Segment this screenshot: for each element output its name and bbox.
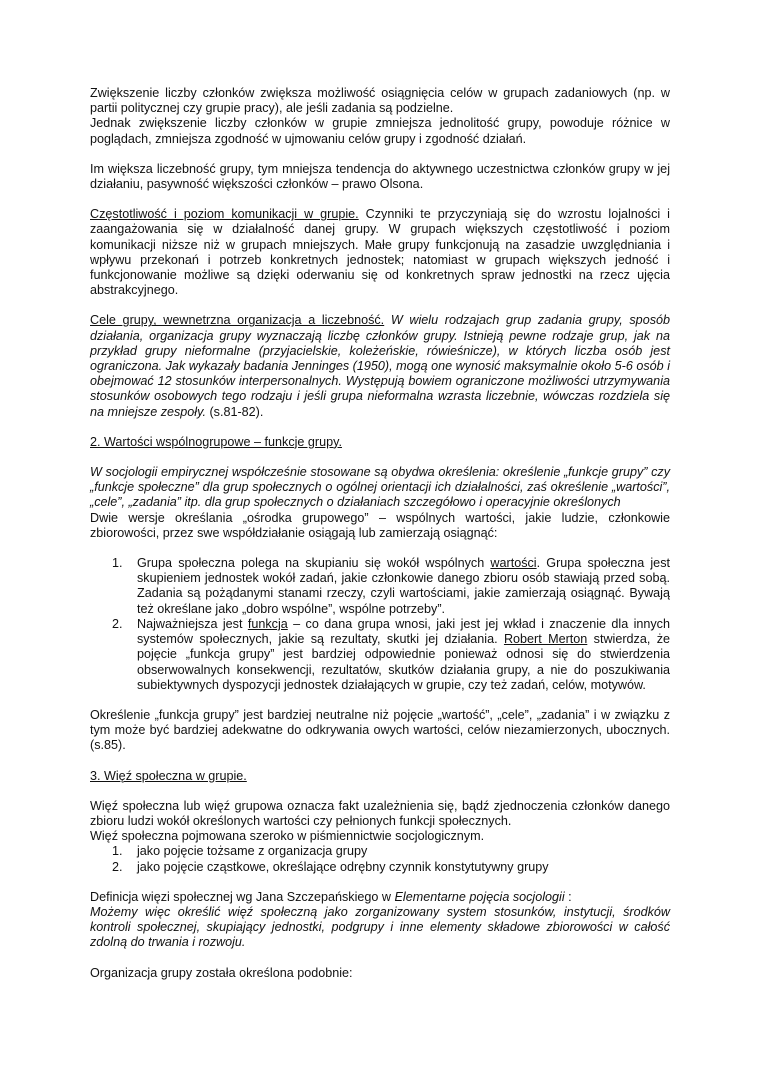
paragraph-olson-law: Im większa liczebność grupy, tym mniejsza tendencja do aktywnego uczestnictwa członków grupy w jej działaniu, pasywność większości członków – prawo Olsona. <box>90 161 670 192</box>
communication-body: Czynniki te przyczyniają się do wzrostu lojalności i zaangażowania się w działalność danej grupy. W grupach większych częstotliwość i poziom komunikacji niższe niż w grupach mniejszych. Małe grupy funkcjonują na zasadzie uwzględniania i wpływu przekonań i potrzeb konkretnych jednostek; natomiast w grupach większych jedność i funkcjonowanie możliwe są dzięki oderwaniu się od konkretnych spraw jednostki na rzecz ujęcia abstrakcyjnego. <box>90 207 670 298</box>
list-item-text: . Grupa społeczna jest skupieniem jednostek wokół zadań, jakie członkowie danego zbioru osób stawiają przed sobą. Zadania są pożądanymi stanami rzeczy, czyli wartościami, jakie zamierzają osiągnąć. Bywają też określane jako „dobro wspólne”, wspólne potrzeby”. <box>137 556 670 616</box>
values-list <box>112 556 670 693</box>
list-item <box>112 556 670 617</box>
book-title: Elementarne pojęcia socjologii <box>394 889 565 904</box>
paragraph-group-organization: Organizacja grupy została określona podobnie: <box>90 965 353 980</box>
paragraph-goals-organization <box>90 313 670 419</box>
goals-organization-citation: (s.81-82). <box>205 404 264 419</box>
paragraph-szczepanski-quote: Możemy więc określić więź społeczną jako zorganizowany system stosunków, instytucji, środków kontroli społecznej, skupiający jednostki, podgrupy i inne elementy składowe zbiorowości w całość zdolną do trwania i rozwoju. <box>90 904 670 950</box>
list-item <box>112 617 670 693</box>
section-heading-social-bond: 3. Więź społeczna w grupie. <box>90 768 247 783</box>
list-item-text: jako pojęcie cząstkowe, określające odrębny czynnik konstytutywny grupy <box>137 859 549 874</box>
paragraph-empirical-sociology: W socjologii empirycznej współcześnie stosowane są obydwa określenia: określenie „funkcje grupy” czy „funkcje społeczne” dla grup społecznych o ogólnej orientacji ich działalności, zaś określenie „wartości”, „cele”, „zadania” itp. dla grup społecznych o działaniach szczegółowo i operacyjnie określonych <box>90 465 670 510</box>
list-item-underlined: wartości <box>490 556 537 571</box>
paragraph-group-size-unity: Jednak zwiększenie liczby członków w grupie zmniejsza jednolitość grupy, powoduje różnice w poglądach, zmniejsza zgodność w ujmowaniu celów grupy i zgodność działań. <box>90 116 670 146</box>
list-item-text: stwierdza, że pojęcie „funkcja grupy” jest bardziej odpowiednie ponieważ odnosi się do stwierdzenia obserwowalnych konsekwencji, rezultatów, skutków działania grupy, a nie do poszukiwania subiektywnych dyspozycji jednostek działających w grupie, czy też zadań, celów, motywów. <box>137 632 671 692</box>
definition-colon: : <box>564 889 572 904</box>
list-item-number: 1. <box>112 556 123 571</box>
list-item-text: Najważniejsza jest <box>137 616 248 631</box>
paragraph-two-versions: Dwie wersje określania „ośrodka grupowego” – wspólnych wartości, jakie ludzie, członkowie zbiorowości, przez swe współdziałanie osiągają lub zamierzają osiągnąć: <box>90 510 670 540</box>
list-item-text: – co dana grupa wnosi, jaki jest jej wkład i znaczenie dla innych systemów społecznych, jakie są rezultaty, skutki jej działania. <box>137 616 670 647</box>
goals-organization-heading: Cele grupy, wewnetrzna organizacja a liczebność. <box>90 313 385 328</box>
paragraph-szczepanski-definition <box>90 890 670 905</box>
paragraph-group-size-goals: Zwiększenie liczby członków zwiększa możliwość osiągnięcia celów w grupach zadaniowych (np. w partii politycznej czy grupie pracy), ale jeśli zadania są podzielne. <box>90 86 670 116</box>
list-item-text: Grupa społeczna polega na skupianiu się wokół wspólnych <box>137 556 491 571</box>
list-item <box>112 860 670 875</box>
goals-organization-body: W wielu rodzajach grup zadania grupy, sposób działania, organizacja grupy wyznaczają liczbę członków grupy. Istnieją pewne rodzaje grup, jak na przykład grupy nieformalne (przyjacielskie, koleżeńskie, rówieśnicze), w których liczba osób jest ograniczona. Jak wykazały badania Jenninges (1950), mogą one wynosić maksymalnie około 5-6 osób i obejmować 12 stosunków interpersonalnych. Występują bowiem ograniczone możliwości utrzymywania stosunków osobowych tego rodzaju i jeśli grupa nieformalna wzrasta liczebnie, wówczas rozdziela się na mniejsze zespoły. <box>90 313 670 419</box>
social-bond-list <box>112 844 670 874</box>
section-heading-values: 2. Wartości wspólnogrupowe – funkcje grupy. <box>90 434 342 449</box>
document-page <box>90 86 670 981</box>
list-item-underlined: Robert Merton <box>503 632 588 647</box>
definition-intro: Definicja więzi społecznej wg Jana Szczepańskiego w <box>90 889 395 904</box>
list-item-number: 1. <box>112 844 123 859</box>
list-item-number: 2. <box>112 616 123 631</box>
paragraph-function-neutral: Określenie „funkcja grupy” jest bardziej neutralne niż pojęcie „wartość”, „cele”, „zadania” i w związku z tym może być bardziej adekwatne do odkrywania owych wartości, celów niezamierzonych, ubocznych. (s.85). <box>90 707 670 753</box>
list-item-number: 2. <box>112 859 123 874</box>
list-item <box>112 844 670 859</box>
paragraph-social-bond-definition: Więź społeczna lub więź grupowa oznacza fakt uzależnienia się, bądź zjednoczenia członków danego zbioru ludzi wokół określonych wartości czy pełnionych funkcji społecznych. <box>90 798 670 828</box>
paragraph-social-bond-broad: Więź społeczna pojmowana szeroko w piśmiennictwie socjologicznym. <box>90 829 485 844</box>
communication-heading: Częstotliwość i poziom komunikacji w grupie. <box>90 207 359 222</box>
paragraph-communication <box>90 207 670 298</box>
list-item-text: jako pojęcie tożsame z organizacja grupy <box>137 844 368 859</box>
list-item-underlined: funkcja <box>247 616 288 631</box>
